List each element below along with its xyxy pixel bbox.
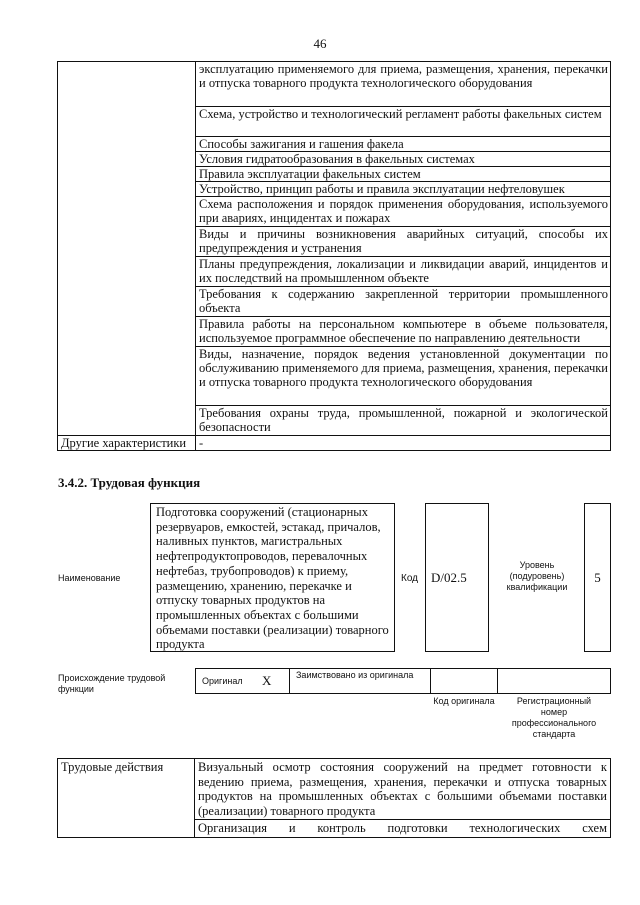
knowledge-row: Устройство, принцип работы и правила эксплуатации нефтеловушек (196, 182, 611, 197)
page-number: 46 (313, 36, 327, 51)
original-box (195, 668, 290, 694)
knowledge-label-cell (58, 62, 196, 436)
original-label: Оригинал (202, 676, 243, 686)
origin-label: Происхождение трудовой функции (58, 673, 166, 694)
code-box (425, 503, 489, 652)
original-code-box (430, 668, 498, 694)
function-name-text: Подготовка сооружений (стационарных резервуаров, емкостей, эстакад, причалов, наливных пунктов, магистральных нефтепродуктопроводов, перевалочных нефтебаз, трубопроводов) к приему, размещению, хранению, перекачке и отпуску товарных продуктов на промышленных объектах с большими объемами поставки (реализации) товарного продукта (156, 505, 389, 652)
registration-number-label: Регистрационный номер профессионального стандарта (511, 696, 597, 739)
knowledge-row: Виды, назначение, порядок ведения установленной документации по обслуживанию применяемого для приема, размещения, хранения, перекачки и отпуска товарного продукта технологического оборудования (196, 347, 611, 406)
labor-actions-table (57, 758, 611, 838)
code-value: D/02.5 (431, 570, 467, 585)
knowledge-row: Правила эксплуатации факельных систем (196, 167, 611, 182)
original-mark: X (262, 673, 272, 688)
knowledge-row: Схема расположения и порядок применения оборудования, используемого при авариях, инцидентах и пожарах (196, 197, 611, 227)
knowledge-row: Условия гидратообразования в факельных системах (196, 152, 611, 167)
original-code-label: Код оригинала (433, 696, 495, 706)
level-label: Уровень (подуровень) квалификации (506, 560, 568, 592)
borrowed-box (289, 668, 431, 694)
other-characteristics-label: Другие характеристики (58, 436, 196, 451)
labor-action-row: Организация и контроль подготовки технологических схем (195, 820, 611, 838)
section-title: 3.4.2. Трудовая функция (58, 475, 201, 490)
registration-number-box (497, 668, 611, 694)
knowledge-row: Схема, устройство и технологический регламент работы факельных систем (196, 107, 611, 137)
level-value: 5 (594, 570, 601, 585)
function-name-box (150, 503, 395, 652)
other-characteristics-value: - (196, 436, 611, 451)
labor-actions-label: Трудовые действия (58, 759, 195, 838)
knowledge-table (57, 61, 611, 451)
knowledge-row: Способы зажигания и гашения факела (196, 137, 611, 152)
code-label: Код (401, 573, 419, 584)
name-label: Наименование (58, 573, 121, 583)
knowledge-row: Требования к содержанию закрепленной территории промышленного объекта (196, 287, 611, 317)
borrowed-label: Заимствовано из оригинала (296, 670, 414, 680)
knowledge-row: эксплуатацию применяемого для приема, размещения, хранения, перекачки и отпуска товарного продукта технологического оборудования (196, 62, 611, 107)
level-box (584, 503, 611, 652)
knowledge-row: Требования охраны труда, промышленной, пожарной и экологической безопасности (196, 406, 611, 436)
knowledge-row: Виды и причины возникновения аварийных ситуаций, способы их предупреждения и устранения (196, 227, 611, 257)
labor-action-row: Визуальный осмотр состояния сооружений на предмет готовности к ведению приема, размещения, хранения, перекачки и отпуска товарных продуктов на промышленных объектах с большими объемами поставки (реализации) товарного продукта (195, 759, 611, 820)
knowledge-row: Правила работы на персональном компьютере в объеме пользователя, используемое программное обеспечение по направлению деятельности (196, 317, 611, 347)
knowledge-row: Планы предупреждения, локализации и ликвидации аварий, инцидентов и их последствий на промышленном объекте (196, 257, 611, 287)
